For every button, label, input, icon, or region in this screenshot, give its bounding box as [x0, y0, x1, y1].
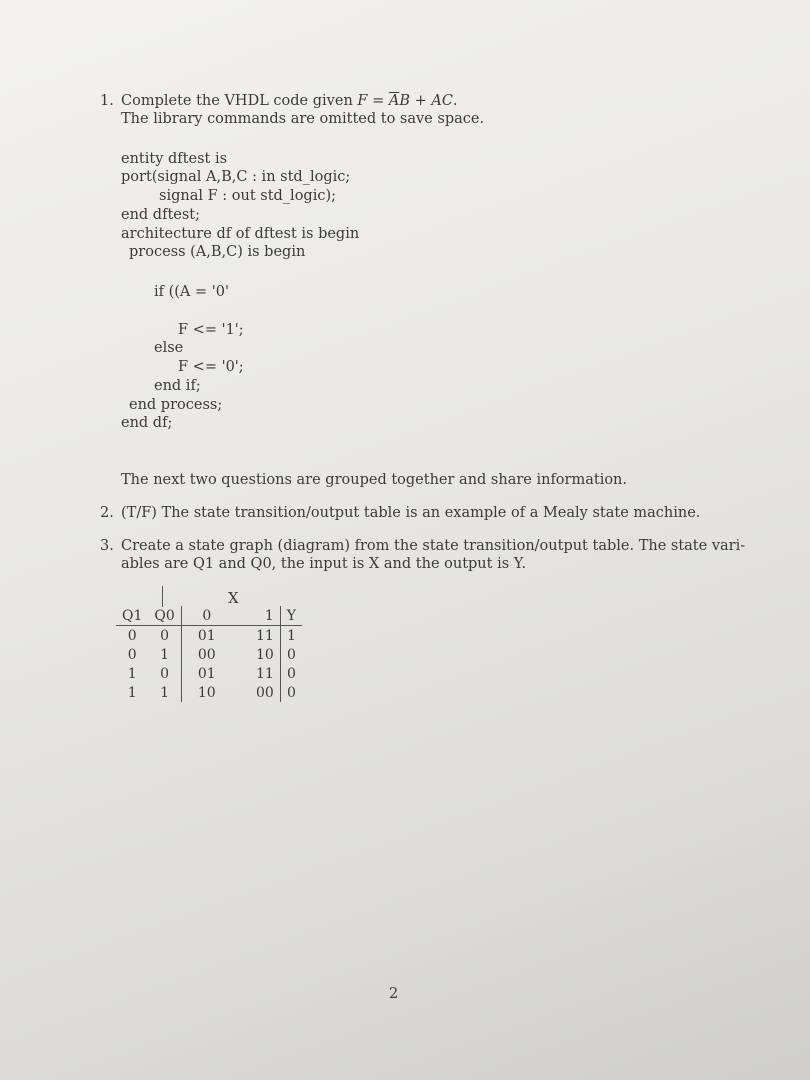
cell-y: 0: [286, 646, 296, 663]
table-row: [116, 626, 302, 646]
formula-f: F: [357, 93, 368, 109]
code-line: end process;: [129, 397, 223, 413]
cell-q1: 0: [127, 646, 137, 663]
cell-q0: 1: [148, 683, 181, 702]
code-line: F <= '1';: [178, 322, 244, 338]
cell-next-x1: 10: [232, 645, 281, 664]
header-x1: 1: [232, 606, 281, 626]
code-line: process (A,B,C) is begin: [129, 244, 306, 260]
header-q1: Q1: [116, 606, 148, 626]
code-line: end dftest;: [121, 207, 201, 223]
q2-number: 2.: [100, 505, 114, 521]
cell-q1: 1: [127, 665, 137, 682]
table-row: [116, 664, 302, 683]
code-line: signal F : out std_logic);: [159, 188, 337, 204]
q1-line2: The library commands are omitted to save space.: [121, 111, 485, 127]
cell-next-x0: 01: [197, 665, 216, 682]
q3-line1: Create a state graph (diagram) from the state transition/output table. The state vari-: [121, 538, 746, 554]
code-line: if ((A = '0': [154, 284, 229, 300]
q3-number: 3.: [100, 538, 114, 554]
code-line: end df;: [121, 415, 173, 431]
code-line: architecture df of dftest is begin: [121, 226, 360, 242]
table-x-rule: [162, 586, 163, 607]
code-line: end if;: [154, 378, 201, 394]
formula-ac: AC: [431, 93, 453, 109]
cell-y: 0: [286, 684, 296, 701]
code-line: F <= '0';: [178, 359, 244, 375]
code-line: else: [154, 340, 184, 356]
table-row: [116, 683, 302, 702]
table-header-row: [116, 606, 302, 626]
header-x0: 0: [181, 606, 232, 626]
q1-line1: [121, 92, 458, 110]
cell-q0: 0: [148, 664, 181, 683]
intro-text: The next two questions are grouped together and share information.: [121, 472, 628, 488]
cell-y: 1: [286, 627, 296, 644]
cell-q0: 1: [148, 645, 181, 664]
formula-eq: =: [372, 93, 385, 109]
cell-next-x0: 01: [197, 627, 216, 644]
table-x-label: X: [228, 589, 239, 607]
state-table: [116, 606, 302, 702]
q1-line1-prefix: Complete the VHDL code given: [121, 93, 353, 109]
code-line: entity dftest is: [121, 151, 228, 167]
cell-next-x1: 11: [232, 626, 281, 646]
cell-q1: 0: [127, 627, 137, 644]
cell-y: 0: [286, 665, 296, 682]
formula-b: B: [399, 93, 410, 109]
q1-number: 1.: [100, 93, 114, 109]
page-number: 2: [389, 986, 399, 1002]
code-line: port(signal A,B,C : in std_logic;: [121, 169, 351, 185]
formula-end: .: [452, 93, 458, 109]
header-y: Y: [280, 606, 302, 626]
cell-q0: 0: [148, 626, 181, 646]
table-row: [116, 645, 302, 664]
cell-q1: 1: [127, 684, 137, 701]
q2-text: (T/F) The state transition/output table is an example of a Mealy state machine.: [121, 505, 701, 521]
header-q0: Q0: [148, 606, 181, 626]
cell-next-x0: 10: [197, 684, 216, 701]
formula-plus: +: [414, 93, 427, 109]
formula-a-bar: $\overline{A}$: [388, 93, 400, 109]
cell-next-x0: 00: [197, 646, 216, 663]
q3-line2: ables are Q1 and Q0, the input is X and the output is Y.: [121, 556, 527, 572]
cell-next-x1: 11: [232, 664, 281, 683]
cell-next-x1: 00: [232, 683, 281, 702]
